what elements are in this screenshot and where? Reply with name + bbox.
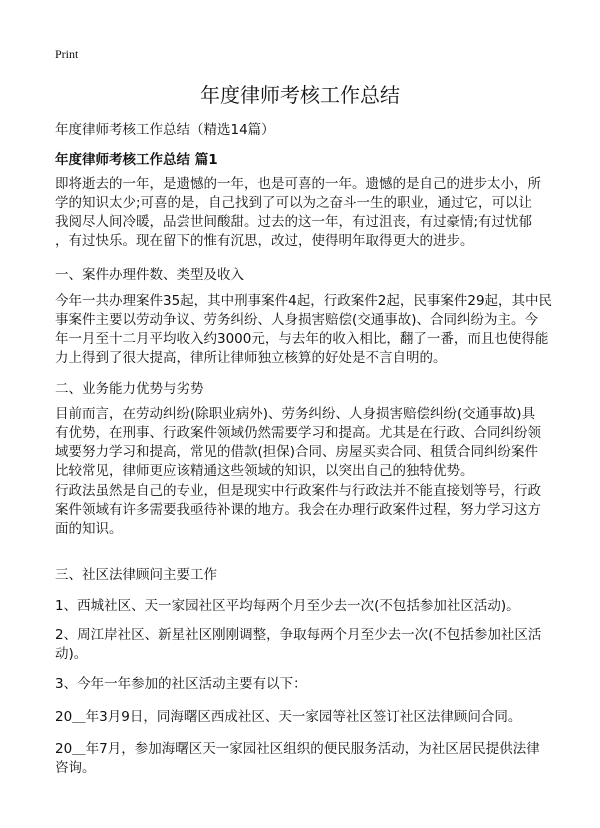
section-heading (55, 566, 555, 585)
text-line: 比较常见，律师更应该精通这些领域的知识，以突出自己的独特优势。 (55, 463, 474, 479)
print-link[interactable]: Print (55, 47, 79, 61)
text-line: 年一月至十二月平均收入约3000元，与去年的收入相比，翻了一番，而且也使得能 (55, 331, 549, 347)
text-line: 20＿年7月，参加海曙区天一家园社区组织的便民服务活动，为社区居民提供法律 (55, 741, 540, 757)
list-item (55, 626, 555, 664)
text-line: 三、社区法律顾问主要工作 (55, 567, 217, 583)
paragraph (55, 292, 555, 368)
text-line: 动)。 (55, 646, 88, 662)
text-line: 力上得到了很大提高，律所让律师独立核算的好处是不言自明的。 (55, 350, 447, 366)
text-line: 今年一共办理案件35起，其中刑事案件4起，行政案件2起，民事案件29起，其中民 (55, 293, 553, 309)
text-line: 目前而言，在劳动纠纷(除职业病外)、劳务纠纷、人身损害赔偿纠纷(交通事故)具 (55, 406, 536, 422)
paragraph (55, 740, 555, 778)
text-line: 二、业务能力优势与劣势 (55, 381, 204, 397)
text-line: 有优势，在刑事、行政案件领域仍然需要学习和提高。尤其是在行政、合同纠纷领 (55, 425, 541, 441)
paragraph (55, 175, 555, 251)
text-line: 即将逝去的一年，是遗憾的一年，也是可喜的一年。遗憾的是自己的进步太小，所 (55, 176, 541, 192)
text-line: 面的知识。 (55, 521, 123, 537)
list-item (55, 675, 555, 694)
text-line: 3、今年一年参加的社区活动主要有以下： (55, 676, 307, 692)
text-line: 行政法虽然是自己的专业，但是现实中行政案件与行政法并不能直接划等号，行政 (55, 483, 541, 499)
text-line: 20＿年3月9日，同海曙区西成社区、天一家园等社区签订社区法律顾问合同。 (55, 709, 522, 725)
section-heading: 年度律师考核工作总结 篇1 (55, 152, 218, 168)
text-line: 学的知识太少;可喜的是，自己找到了可以为之奋斗一生的职业，通过它，可以让 (55, 195, 533, 211)
document-title: 年度律师考核工作总结 (200, 83, 400, 107)
text-line: ，有过快乐。现在留下的惟有沉思，改过，使得明年取得更大的进步。 (55, 233, 474, 249)
text-line: 事案件主要以劳动争议、劳务纠纷、人身损害赔偿(交通事故)、合同纠纷为主。今 (55, 312, 539, 328)
section-heading (55, 380, 555, 399)
paragraph (55, 708, 555, 727)
text-line: 我阅尽人间冷暖，品尝世间酸甜。过去的这一年，有过沮丧，有过豪情;有过忧郁 (55, 214, 533, 230)
text-line: 1、西城社区、天一家园社区平均每两个月至少去一次(不包括参加社区活动)。 (55, 598, 520, 614)
document-subtitle: 年度律师考核工作总结（精选14篇） (55, 122, 275, 138)
text-line: 域要努力学习和提高，常见的借款(担保)合同、房屋买卖合同、租赁合同纠纷案件 (55, 444, 539, 460)
text-line: 一、案件办理件数、类型及收入 (55, 267, 244, 283)
paragraph (55, 482, 555, 539)
paragraph (55, 405, 555, 481)
text-line: 案件领域有许多需要我亟待补课的地方。我会在办理行政案件过程，努力学习这方 (55, 502, 541, 518)
section-heading (55, 266, 555, 285)
text-line: 咨询。 (55, 760, 96, 776)
text-line: 2、周江岸社区、新星社区刚刚调整，争取每两个月至少去一次(不包括参加社区活 (55, 627, 542, 643)
list-item (55, 597, 555, 616)
